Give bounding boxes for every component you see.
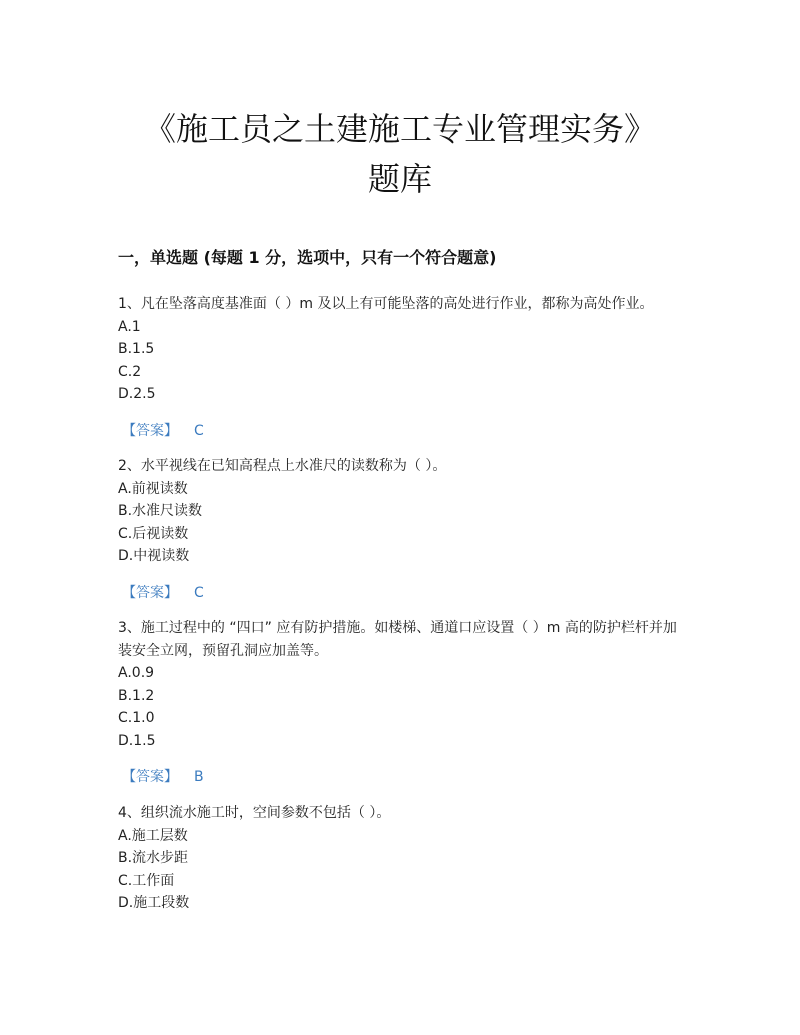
option-b: B.流水步距 — [118, 850, 189, 866]
option-b: B.1.5 — [118, 341, 155, 357]
question-stem: 3、施工过程中的 “四口” 应有防护措施。如楼梯、通道口应设置（ ）m 高的防护栏杆并加装安全立网，预留孔洞应加盖等。 — [118, 620, 677, 659]
document-title — [0, 104, 800, 204]
answer-line — [118, 582, 688, 604]
option-a: A.前视读数 — [118, 480, 188, 497]
question-4 — [118, 802, 688, 915]
answer-value: B — [194, 769, 204, 785]
option-a: A.0.9 — [118, 665, 155, 681]
answer-label: 【答案】 — [122, 769, 178, 785]
question-stem: 1、凡在坠落高度基准面（ ）m 及以上有可能坠落的高处进行作业，都称为高处作业。 — [118, 296, 654, 312]
answer-label: 【答案】 — [122, 422, 178, 439]
option-b: B.水准尺读数 — [118, 503, 203, 519]
document-title-line-2: 题库 — [367, 160, 432, 198]
option-c: C.1.0 — [118, 710, 155, 726]
question-2 — [118, 455, 688, 604]
section-heading: 一，单选题 (每题 1 分，选项中，只有一个符合题意) — [118, 248, 497, 267]
option-d: D.2.5 — [118, 386, 156, 402]
option-a: A.施工层数 — [118, 827, 188, 844]
answer-value: C — [194, 584, 204, 601]
option-a: A.1 — [118, 318, 141, 335]
option-c: C.后视读数 — [118, 525, 189, 542]
option-c: C.工作面 — [118, 872, 175, 889]
answer-line — [118, 420, 688, 442]
option-b: B.1.2 — [118, 687, 155, 704]
option-d: D.1.5 — [118, 732, 156, 749]
question-1 — [118, 293, 688, 442]
option-c: C.2 — [118, 363, 142, 380]
answer-value: C — [194, 422, 204, 439]
question-stem: 4、组织流水施工时，空间参数不包括（ ）。 — [118, 805, 391, 821]
answer-line — [118, 766, 688, 788]
question-3 — [118, 617, 688, 788]
answer-label: 【答案】 — [122, 584, 178, 601]
option-d: D.施工段数 — [118, 895, 190, 911]
option-d: D.中视读数 — [118, 548, 190, 564]
document-title-line-1: 《施工员之土建施工专业管理实务》 — [143, 110, 656, 148]
question-stem: 2、水平视线在已知高程点上水准尺的读数称为（ ）。 — [118, 458, 447, 474]
